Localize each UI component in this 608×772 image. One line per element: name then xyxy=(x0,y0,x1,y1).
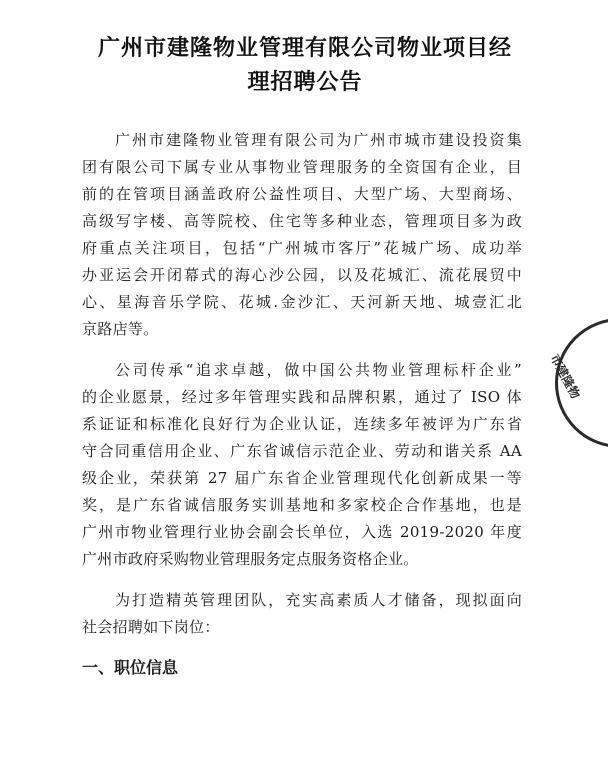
paragraph-1-line: 府重点关注项目，包括“广州城市客厅”花城广场、成功举 xyxy=(82,239,522,257)
paragraph-2-line: 广州市政府采购物业管理服务定点服务资格企业。 xyxy=(82,550,419,568)
document-title-line-1: 广州市建隆物业管理有限公司物业项目经 xyxy=(97,36,512,61)
paragraph-1-line: 前的在管项目涵盖政府公益性项目、大型广场、大型商场、 xyxy=(82,185,522,203)
paragraph-3-line: 社会招聘如下岗位： xyxy=(82,618,220,636)
paragraph-2-line: 公司传承“追求卓越，做中国公共物业管理标杆企业” xyxy=(115,361,522,379)
paragraph-1-line: 高级写字楼、高等院校、住宅等多种业态，管理项目多为政 xyxy=(82,212,522,230)
paragraph-2-line: 的企业愿景，经过多年管理实践和品牌积累，通过了 ISO 体 xyxy=(82,388,522,406)
paragraph-3-line: 为打造精英管理团队，充实高素质人才储备，现拟面向 xyxy=(115,591,522,609)
document-title-line-2: 理招聘公告 xyxy=(247,70,363,95)
company-seal-text: 市建隆物 xyxy=(547,352,583,401)
paragraph-1-line: 京路店等。 xyxy=(82,320,159,338)
paragraph-2-line: 级企业，荣获第 27 届广东省企业管理现代化创新成果一等 xyxy=(82,469,522,487)
section-heading-position-info: 一、职位信息 xyxy=(82,658,179,677)
paragraph-2-line: 广州市物业管理行业协会副会长单位，入选 2019-2020 年度 xyxy=(82,523,522,541)
paragraph-1-line: 心、星海音乐学院、花城.金沙汇、天河新天地、城壹汇北 xyxy=(82,293,522,311)
paragraph-2-line: 守合同重信用企业、广东省诚信示范企业、劳动和谐关系 AA xyxy=(82,442,522,460)
paragraph-2-line: 奖，是广东省诚信服务实训基地和多家校企合作基地，也是 xyxy=(82,496,522,514)
paragraph-2-line: 系证证和标准化良好行为企业认证，连续多年被评为广东省 xyxy=(82,415,522,433)
paragraph-1-line: 办亚运会开闭幕式的海心沙公园，以及花城汇、流花展贸中 xyxy=(82,266,522,284)
paragraph-1-line: 团有限公司下属专业从事物业管理服务的全资国有企业，目 xyxy=(82,158,522,176)
paragraph-1-line: 广州市建隆物业管理有限公司为广州市城市建设投资集 xyxy=(115,131,522,149)
